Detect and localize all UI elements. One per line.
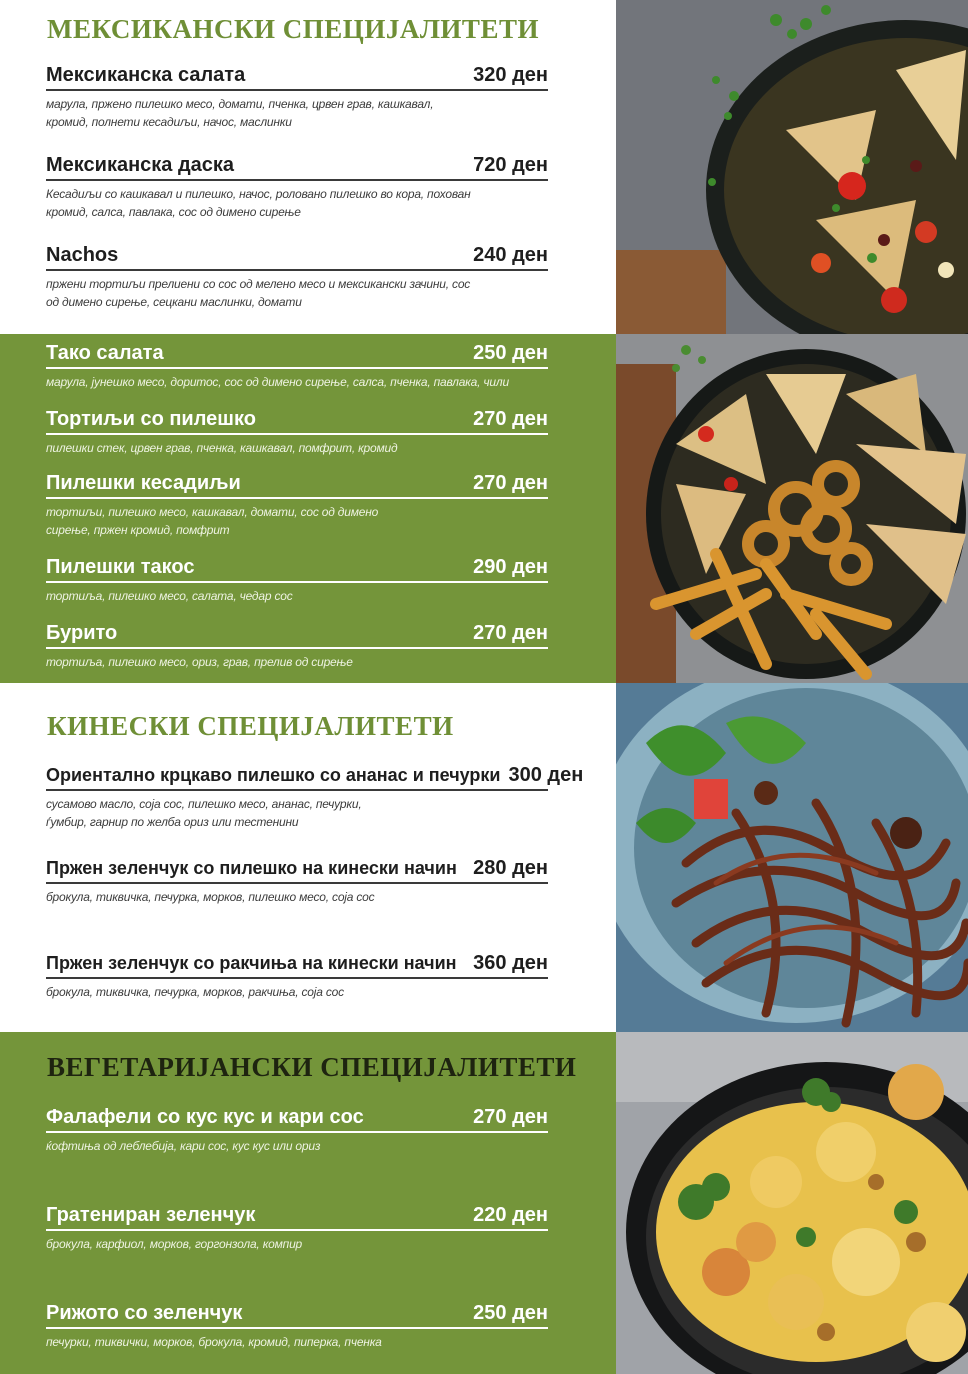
- menu-item: [46, 620, 548, 671]
- item-name: Гратениран зеленчук: [46, 1204, 256, 1226]
- menu-item: [46, 340, 548, 391]
- item-price: 300 ден: [508, 764, 584, 786]
- item-price: 250 ден: [473, 342, 548, 364]
- item-description: пржени тортиљи прелиени со сос од мелено месо и мексикански зачини, сос од димено сирење, сецкани маслинки, домати: [46, 277, 471, 309]
- section-heading-vegetarian: ВЕГЕТАРИЈАНСКИ СПЕЦИЈАЛИТЕТИ: [47, 1052, 577, 1082]
- item-name: Мексиканска салата: [46, 64, 246, 86]
- item-price: 270 ден: [473, 408, 548, 430]
- item-price: 270 ден: [473, 472, 548, 494]
- item-name: Фалафели со кус кус и кари сос: [46, 1106, 364, 1128]
- item-name: Рижото со зеленчук: [46, 1302, 243, 1324]
- mexican-salad-photo: [616, 0, 968, 334]
- item-price: 290 ден: [473, 556, 548, 578]
- item-price: 240 ден: [473, 244, 548, 266]
- item-description: сусамово масло, соја сос, пилешко месо, ананас, печурки, ѓумбир, гарнир по желба ориз или тестенини: [46, 797, 362, 829]
- item-name: Пржен зеленчук со ракчиња на кинески начин: [46, 953, 457, 973]
- mexican-section-continued: [0, 334, 616, 683]
- menu-item: [46, 470, 548, 539]
- item-description: Кесадиљи со кашкавал и пилешко, начос, ролованo пилешко во кора, похован кромид, салса, павлака, сос од димено сирење: [46, 187, 471, 219]
- menu-item: [46, 855, 548, 906]
- noodles-photo: [616, 683, 968, 1032]
- item-description: печурки, тиквички, морков, брокула, кромид, пиперка, пченка: [46, 1335, 382, 1349]
- item-description: марула, јунешко месо, доритос, сос од димено сирење, салса, пченка, павлака, чили: [46, 375, 509, 389]
- menu-item: [46, 1202, 548, 1253]
- item-name: Пилешки такос: [46, 556, 195, 578]
- menu-item: [46, 1300, 548, 1351]
- item-name: Бурито: [46, 622, 118, 644]
- item-price: 220 ден: [473, 1204, 548, 1226]
- mexican-platter-photo: [616, 334, 968, 683]
- item-description: брокула, тиквичка, печурка, морков, пилешко месо, соја сос: [46, 890, 375, 904]
- item-price: 270 ден: [473, 1106, 548, 1128]
- menu-item: [46, 1104, 548, 1155]
- gratin-vegetables-photo: [616, 1032, 968, 1374]
- menu-item: [46, 950, 548, 1001]
- item-price: 720 ден: [473, 154, 548, 176]
- menu-item: [46, 406, 548, 457]
- menu-item: [46, 762, 584, 831]
- menu-item: [46, 554, 548, 605]
- item-name: Ориентално крцкаво пилешко со ананас и печурки: [46, 765, 501, 785]
- item-description: марула, пржено пилешко месо, домати, пченка, црвен грав, кашкавал, кромид, полнети кесадиљи, начос, маслинки: [46, 97, 434, 129]
- item-price: 280 ден: [473, 857, 548, 879]
- menu-item: [46, 152, 548, 221]
- item-price: 250 ден: [473, 1302, 548, 1324]
- item-description: брокула, карфиол, морков, горгонзола, компир: [46, 1237, 303, 1251]
- item-name: Мексиканска даска: [46, 154, 235, 176]
- item-name: Тако салата: [46, 342, 164, 364]
- item-name: Nachos: [46, 244, 119, 266]
- chinese-section: [0, 683, 616, 1032]
- section-heading-chinese: КИНЕСКИ СПЕЦИЈАЛИТЕТИ: [47, 711, 454, 741]
- item-price: 320 ден: [473, 64, 548, 86]
- item-description: брокула, тиквичка, печурка, морков, ракчиња, соја сос: [46, 985, 344, 999]
- item-price: 360 ден: [473, 952, 548, 974]
- menu-item: [46, 62, 548, 131]
- item-description: тортиљи, пилешко месо, кашкавал, домати, сос од димено сирење, пржен кромид, помфрит: [46, 505, 379, 537]
- item-description: пилешки стек, црвен грав, пченка, кашкавал, помфрит, кромид: [46, 441, 398, 455]
- menu-item: [46, 242, 548, 311]
- item-name: Тортиљи со пилешко: [46, 408, 256, 430]
- item-price: 270 ден: [473, 622, 548, 644]
- mexican-section: [0, 0, 616, 334]
- vegetarian-section: [0, 1032, 616, 1374]
- item-name: Пилешки кесадиљи: [46, 472, 241, 494]
- item-description: ќофтиња од леблебија, кари сос, кус кус или ориз: [46, 1139, 321, 1153]
- item-description: тортиља, пилешко месо, ориз, грав, прелив од сирење: [46, 655, 353, 669]
- item-name: Пржен зеленчук со пилешко на кинески начин: [46, 858, 457, 878]
- section-heading-mexican: МЕКСИКАНСКИ СПЕЦИЈАЛИТЕТИ: [47, 14, 539, 44]
- item-description: тортиља, пилешко месо, салата, чедар сос: [46, 589, 293, 603]
